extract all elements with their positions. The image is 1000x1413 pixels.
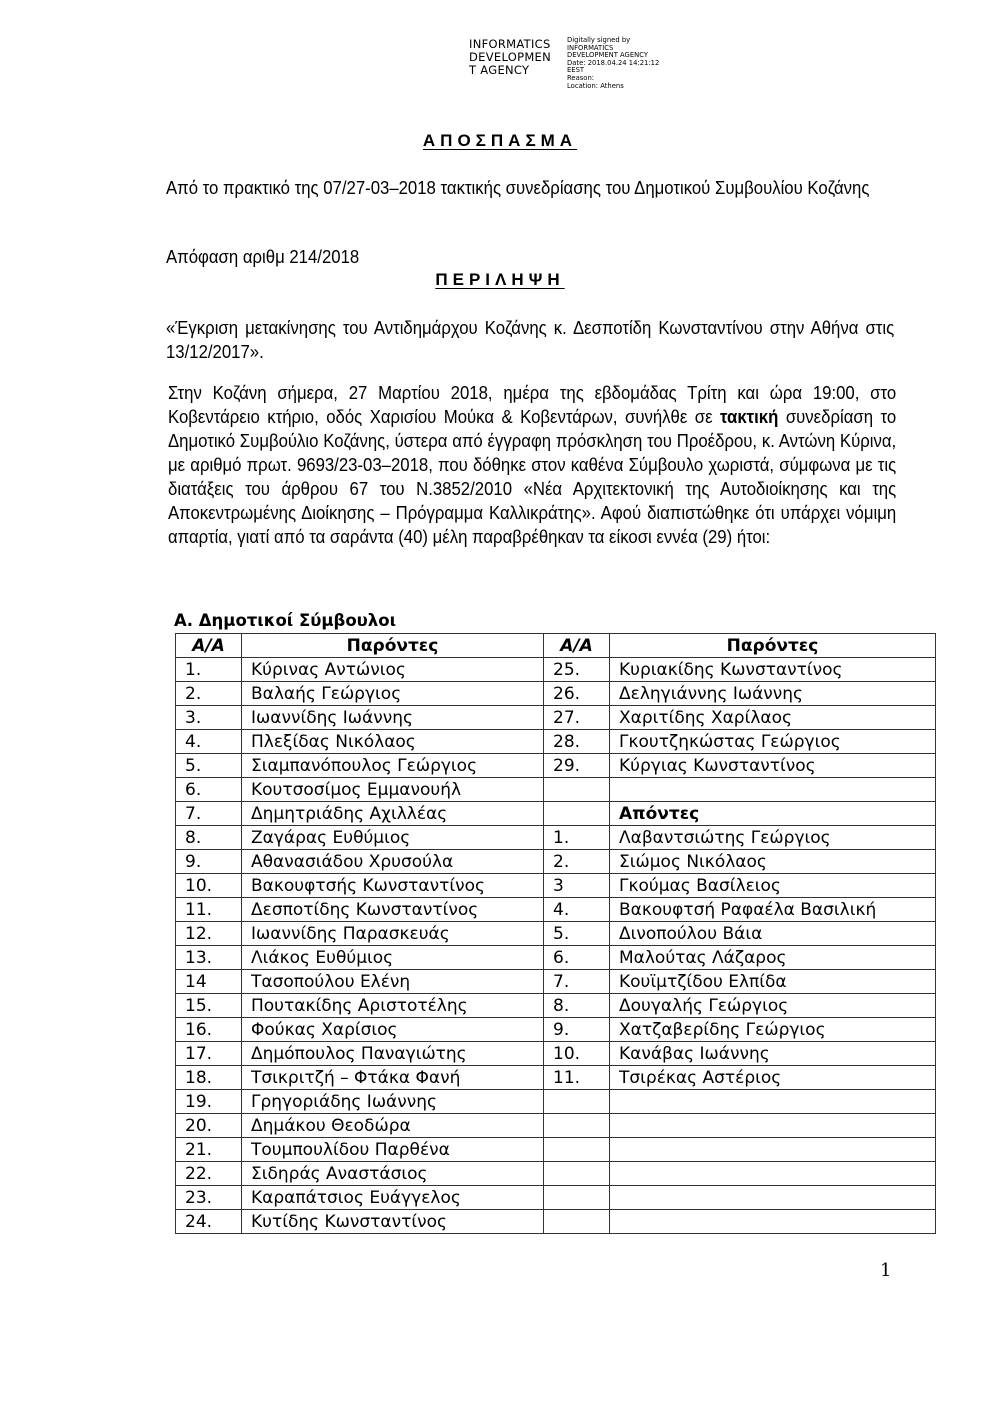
table-row <box>176 946 936 970</box>
intro-paragraph: Από το πρακτικό της 07/27-03–2018 τακτικής συνεδρίασης του Δημοτικού Συμβουλίου Κοζάνης <box>166 178 870 198</box>
signature-detail-line: EEST <box>567 66 585 75</box>
table-row <box>176 1090 936 1114</box>
member-name-cell: Τασοπούλου Ελένη <box>242 970 544 994</box>
row-number-cell: 12. <box>176 922 242 946</box>
row-number-cell: 3. <box>176 706 242 730</box>
member-name-cell: Ζαγάρας Ευθύμιος <box>242 826 544 850</box>
table-row <box>176 754 936 778</box>
table-row <box>176 850 936 874</box>
member-name-cell: Φούκας Χαρίσιος <box>242 1018 544 1042</box>
member-name-cell: Λαβαντσιώτης Γεώργιος <box>610 826 936 850</box>
member-name-cell: Πουτακίδης Αριστοτέλης <box>242 994 544 1018</box>
signature-detail-line: INFORMATICS <box>567 43 614 52</box>
row-number-cell: 21. <box>176 1138 242 1162</box>
member-name-cell <box>610 778 936 802</box>
row-number-cell: 6. <box>544 946 610 970</box>
row-number-cell: 8. <box>544 994 610 1018</box>
member-name-cell: Πλεξίδας Νικόλαος <box>242 730 544 754</box>
member-name-cell: Ιωαννίδης Ιωάννης <box>242 706 544 730</box>
table-row <box>176 658 936 682</box>
row-number-cell: 9. <box>544 1018 610 1042</box>
signer-name <box>469 38 564 90</box>
member-name-cell: Απόντες <box>610 802 936 826</box>
row-number-cell: 11. <box>176 898 242 922</box>
signer-name-line: T AGENCY <box>469 63 530 77</box>
table-row <box>176 826 936 850</box>
row-number-cell: 10. <box>544 1042 610 1066</box>
table-row <box>176 1114 936 1138</box>
row-number-cell: 5. <box>176 754 242 778</box>
member-name-cell: Λιάκος Ευθύμιος <box>242 946 544 970</box>
member-name-cell: Δεσποτίδης Κωνσταντίνος <box>242 898 544 922</box>
row-number-cell: 6. <box>176 778 242 802</box>
row-number-cell: 24. <box>176 1210 242 1234</box>
row-number-cell: 15. <box>176 994 242 1018</box>
row-number-cell <box>544 1114 610 1138</box>
body-bold-text: τακτική <box>720 407 779 427</box>
digital-signature-block <box>469 38 659 90</box>
member-name-cell: Τσικριτζή – Φτάκα Φανή <box>242 1066 544 1090</box>
member-name-cell: Ιωαννίδης Παρασκευάς <box>242 922 544 946</box>
row-number-cell <box>544 778 610 802</box>
member-name-cell: Σιδηράς Αναστάσιος <box>242 1162 544 1186</box>
table-row <box>176 1018 936 1042</box>
member-name-cell: Κουτσοσίμος Εμμανουήλ <box>242 778 544 802</box>
decision-number: Απόφαση αριθμ 214/2018 <box>166 247 360 267</box>
row-number-cell: 19. <box>176 1090 242 1114</box>
row-number-cell: 25. <box>544 658 610 682</box>
row-number-cell <box>544 802 610 826</box>
column-header-present: Παρόντες <box>242 634 544 658</box>
row-number-cell: 3 <box>544 874 610 898</box>
table-row <box>176 1162 936 1186</box>
row-number-cell: 1. <box>544 826 610 850</box>
member-name-cell <box>610 1114 936 1138</box>
member-name-cell: Βαλαής Γεώργιος <box>242 682 544 706</box>
member-name-cell: Βακουφτσή Ραφαέλα Βασιλική <box>610 898 936 922</box>
section-heading: Α. Δημοτικοί Σύμβουλοι <box>174 611 397 630</box>
document-title: ΑΠΟΣΠΑΣΜΑ <box>422 131 578 150</box>
row-number-cell: 10. <box>176 874 242 898</box>
row-number-cell: 13. <box>176 946 242 970</box>
body-paragraph <box>168 381 896 549</box>
member-name-cell: Μαλούτας Λάζαρος <box>610 946 936 970</box>
member-name-cell: Γκούμας Βασίλειος <box>610 874 936 898</box>
table-row <box>176 1042 936 1066</box>
table-body <box>176 658 936 1234</box>
table-row <box>176 922 936 946</box>
row-number-cell <box>544 1138 610 1162</box>
signer-name-line: INFORMATICS <box>469 37 551 51</box>
body-text: Στην Κοζάνη σήμερα, 27 Μαρτίου 2018, ημέρα της εβδομάδας Τρίτη και ώρα 19:00, στο Κοβεντάρειο κτήριο, οδός Χαρισίου Μούκα & Κοβεντάρων, συνήλθε σε <box>168 383 897 427</box>
row-number-cell: 17. <box>176 1042 242 1066</box>
row-number-cell: 29. <box>544 754 610 778</box>
row-number-cell: 22. <box>176 1162 242 1186</box>
table-row <box>176 802 936 826</box>
signature-reason: Reason: <box>567 73 595 82</box>
table-header-row <box>176 634 936 658</box>
member-name-cell: Κανάβας Ιωάννης <box>610 1042 936 1066</box>
member-name-cell: Δημόπουλος Παναγιώτης <box>242 1042 544 1066</box>
row-number-cell: 7. <box>176 802 242 826</box>
row-number-cell: 26. <box>544 682 610 706</box>
table-row <box>176 1186 936 1210</box>
member-name-cell: Καραπάτσιος Ευάγγελος <box>242 1186 544 1210</box>
member-name-cell: Βακουφτσής Κωνσταντίνος <box>242 874 544 898</box>
signature-detail-line: DEVELOPMENT AGENCY <box>567 51 648 60</box>
row-number-cell <box>544 1090 610 1114</box>
member-name-cell: Τουμπουλίδου Παρθένα <box>242 1138 544 1162</box>
row-number-cell: 16. <box>176 1018 242 1042</box>
table-row <box>176 970 936 994</box>
row-number-cell: 8. <box>176 826 242 850</box>
member-name-cell: Αθανασιάδου Χρυσούλα <box>242 850 544 874</box>
members-table <box>175 633 936 1234</box>
member-name-cell: Κουϊμτζίδου Ελπίδα <box>610 970 936 994</box>
row-number-cell: 28. <box>544 730 610 754</box>
row-number-cell: 5. <box>544 922 610 946</box>
member-name-cell: Δουγαλής Γεώργιος <box>610 994 936 1018</box>
row-number-cell: 14 <box>176 970 242 994</box>
table-row <box>176 874 936 898</box>
table-row <box>176 1066 936 1090</box>
member-name-cell: Γκουτζηκώστας Γεώργιος <box>610 730 936 754</box>
member-name-cell: Χαριτίδης Χαρίλαος <box>610 706 936 730</box>
row-number-cell <box>544 1162 610 1186</box>
signature-date: Date: 2018.04.24 14:21:12 <box>567 58 660 67</box>
member-name-cell: Γρηγοριάδης Ιωάννης <box>242 1090 544 1114</box>
row-number-cell: 2. <box>176 682 242 706</box>
column-header-present: Παρόντες <box>610 634 936 658</box>
table-row <box>176 1138 936 1162</box>
signature-details <box>567 37 659 90</box>
member-name-cell: Κύργιας Κωνσταντίνος <box>610 754 936 778</box>
row-number-cell: 18. <box>176 1066 242 1090</box>
row-number-cell: 1. <box>176 658 242 682</box>
table-row <box>176 898 936 922</box>
page-number: 1 <box>880 1260 892 1281</box>
member-name-cell: Δημητριάδης Αχιλλέας <box>242 802 544 826</box>
row-number-cell: 9. <box>176 850 242 874</box>
row-number-cell: 11. <box>544 1066 610 1090</box>
column-header-aa: Α/Α <box>544 634 610 658</box>
row-number-cell: 4. <box>544 898 610 922</box>
table-row <box>176 682 936 706</box>
member-name-cell: Χατζαβερίδης Γεώργιος <box>610 1018 936 1042</box>
member-name-cell: Δινοπούλου Βάια <box>610 922 936 946</box>
row-number-cell: 23. <box>176 1186 242 1210</box>
table-row <box>176 1210 936 1234</box>
table-row <box>176 778 936 802</box>
row-number-cell <box>544 1186 610 1210</box>
summary-title: ΠΕΡΙΛΗΨΗ <box>435 270 565 289</box>
subject-paragraph: «Έγκριση μετακίνησης του Αντιδημάρχου Κοζάνης κ. Δεσποτίδη Κωνσταντίνου στην Αθήνα στις 13/12/2017». <box>166 318 895 362</box>
member-name-cell: Δημάκου Θεοδώρα <box>242 1114 544 1138</box>
member-name-cell: Τσιρέκας Αστέριος <box>610 1066 936 1090</box>
table-row <box>176 730 936 754</box>
signature-location: Location: Athens <box>567 81 624 90</box>
member-name-cell <box>610 1138 936 1162</box>
row-number-cell: 20. <box>176 1114 242 1138</box>
member-name-cell <box>610 1090 936 1114</box>
row-number-cell: 2. <box>544 850 610 874</box>
signer-name-line: DEVELOPMEN <box>469 50 552 64</box>
member-name-cell <box>610 1186 936 1210</box>
body-text: συνεδρίαση το Δημοτικό Συμβούλιο Κοζάνης, ύστερα από έγγραφη πρόσκληση του Προέδρου, κ. Αντώνη Κύρινα, με αριθμό πρωτ. 9693/23-03–2018, που δόθηκε στον καθένα Σύμβουλο χωριστά, σύμφωνα με τις διατάξεις του άρθρου 67 του Ν.3852/2010 «Νέα Αρχιτεκτονική της Αυτοδιοίκησης και της Αποκεντρωμένης Διοίκησης – Πρόγραμμα Καλλικράτης». Αφού διαπιστώθηκε ότι υπάρχει νόμιμη απαρτία, γιατί από τα σαράντα (40) μέλη παραβρέθηκαν τα είκοσι εννέα (29) ήτοι: <box>168 407 897 547</box>
member-name-cell: Σιαμπανόπουλος Γεώργιος <box>242 754 544 778</box>
member-name-cell: Κυριακίδης Κωνσταντίνος <box>610 658 936 682</box>
column-header-aa: Α/Α <box>176 634 242 658</box>
member-name-cell <box>610 1210 936 1234</box>
member-name-cell: Κυτίδης Κωνσταντίνος <box>242 1210 544 1234</box>
table-row <box>176 706 936 730</box>
row-number-cell <box>544 1210 610 1234</box>
member-name-cell <box>610 1162 936 1186</box>
signature-detail-line: Digitally signed by <box>567 36 631 44</box>
row-number-cell: 4. <box>176 730 242 754</box>
table-row <box>176 994 936 1018</box>
row-number-cell: 7. <box>544 970 610 994</box>
row-number-cell: 27. <box>544 706 610 730</box>
member-name-cell: Κύρινας Αντώνιος <box>242 658 544 682</box>
member-name-cell: Δεληγιάννης Ιωάννης <box>610 682 936 706</box>
member-name-cell: Σιώμος Νικόλαος <box>610 850 936 874</box>
